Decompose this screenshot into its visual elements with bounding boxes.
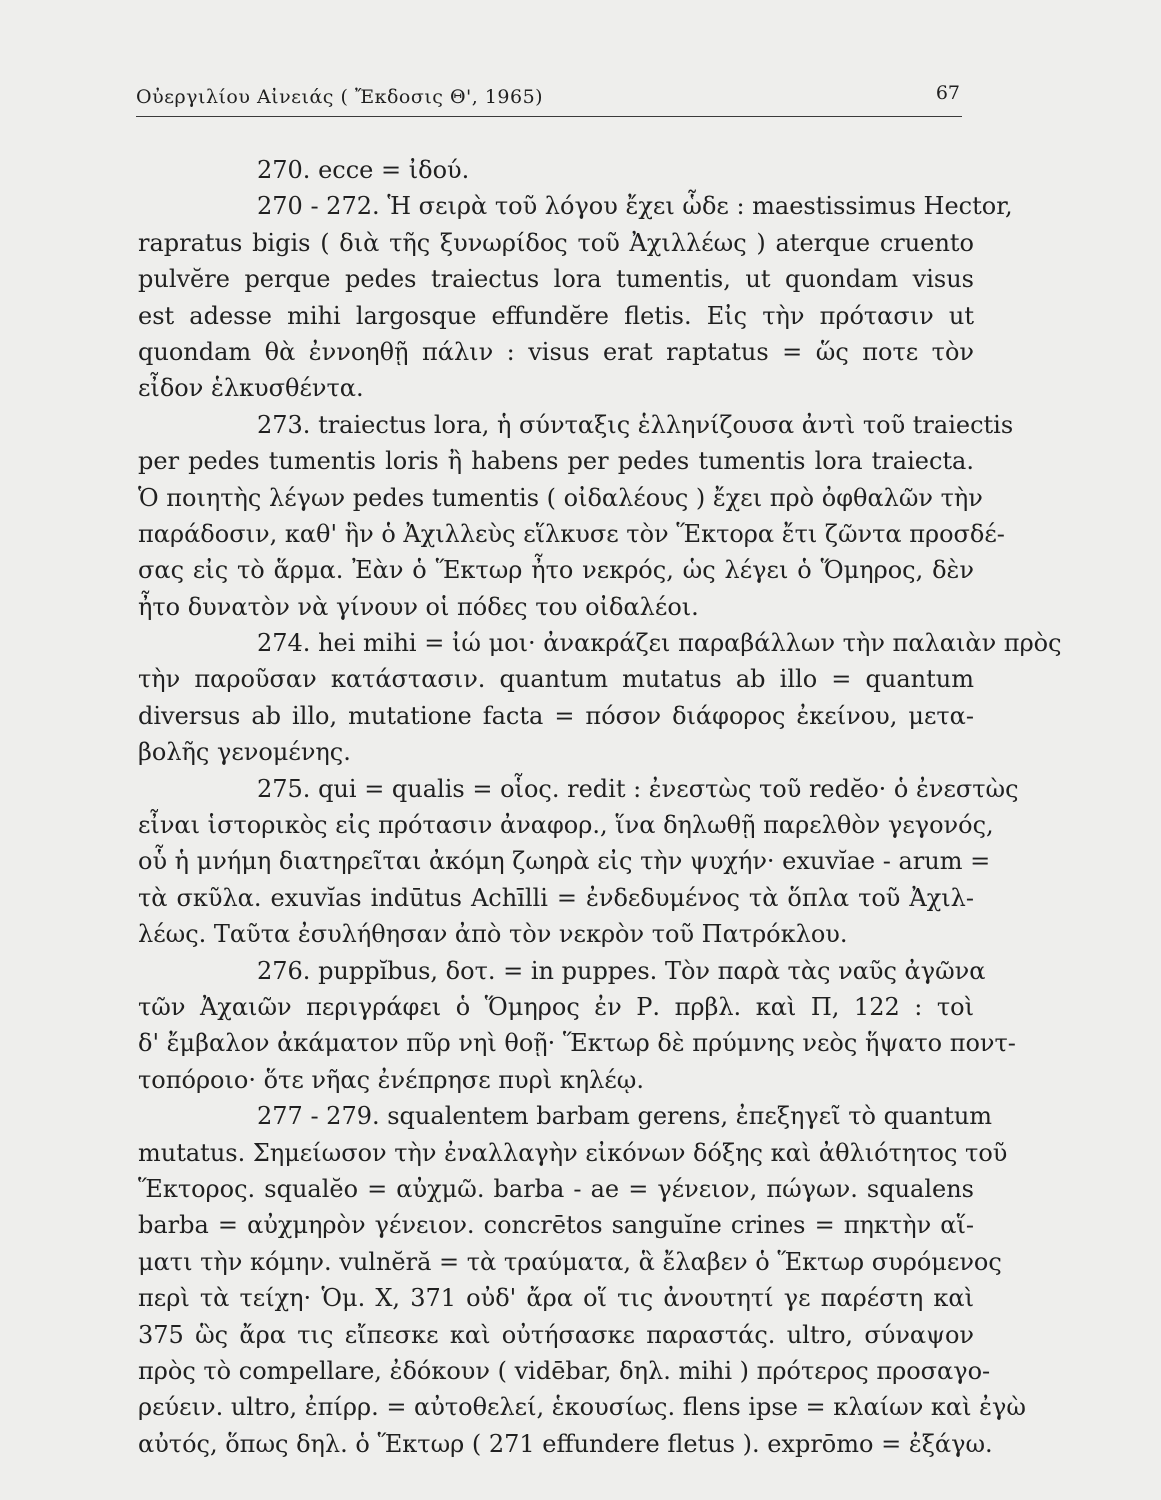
text-line: Ὁ ποιητὴς λέγων pedes tumentis ( οἰδαλέους ) ἔχει πρὸ ὀφθαλῶν τὴν (138, 483, 983, 512)
text-line: 270. ecce = ἰδού. (257, 156, 470, 184)
text-line: barba = αὐχμηρὸν γένειον. concrētos sanguĭne crines = πηκτὴν αἵ- (138, 1211, 974, 1240)
text-line: 274. hei mihi = ἰώ μοι· ἀνακράζει παραβάλλων τὴν παλαιὰν πρὸς (257, 629, 1062, 658)
page-number: 67 (935, 82, 960, 104)
text-line: πρὸς τὸ compellare, ἐδόκουν ( vidēbar, δηλ. mihi ) πρότερος προσαγο- (138, 1356, 991, 1385)
text-line: τοπόροιο· ὅτε νῆας ἐνέπρησε πυρὶ κηλέῳ. (138, 1065, 645, 1094)
text-line: σας εἰς τὸ ἅρμα. Ἐὰν ὁ Ἕκτωρ ἦτο νεκρός, ὡς λέγει ὁ Ὅμηρος, δὲν (138, 556, 974, 585)
text-line: est adesse mihi largosque effundĕre fletis. Εἰς τὴν πρότασιν ut (138, 301, 974, 330)
text-line: 273. traiectus lora, ἡ σύνταξις ἑλληνίζουσα ἀντὶ τοῦ traiectis (257, 410, 1014, 439)
text-line: per pedes tumentis loris ἢ habens per pedes tumentis lora traiecta. (138, 447, 974, 476)
text-line: ἦτο δυνατὸν νὰ γίνουν οἱ πόδες του οἰδαλέοι. (138, 592, 699, 621)
text-line: 375 ὣς ἄρα τις εἴπεσκε καὶ οὐτήσασκε παραστάς. ultro, σύναψον (138, 1320, 974, 1349)
text-line: παράδοσιν, καθ' ἣν ὁ Ἀχιλλεὺς εἵλκυσε τὸν Ἕκτορα ἔτι ζῶντα προσδέ- (138, 519, 1005, 548)
text-line: ρεύειν. ultro, ἐπίρρ. = αὐτοθελεί, ἑκουσίως. flens ipse = κλαίων καὶ ἐγὼ (138, 1393, 1026, 1422)
text-line: diversus ab illo, mutatione facta = πόσον διάφορος ἐκείνου, μετα- (138, 701, 974, 730)
text-line: mutatus. Σημείωσον τὴν ἐναλλαγὴν εἰκόνων δόξης καὶ ἀθλιότητος τοῦ (138, 1138, 1008, 1167)
text-line: ματι τὴν κόμην. vulnĕră = τὰ τραύματα, ἃ ἔλαβεν ὁ Ἕκτωρ συρόμενος (138, 1247, 1002, 1276)
text-line: rapratus bigis ( διὰ τῆς ξυνωρίδος τοῦ Ἀχιλλέως ) aterque cruento (138, 228, 974, 257)
text-line: βολῆς γενομένης. (138, 738, 351, 767)
text-line: Ἕκτορος. squalĕo = αὐχμῶ. barba - ae = γένειον, πώγων. squalens (138, 1174, 974, 1203)
running-title: Οὐεργιλίου Αἰνειάς ( Ἔκδοσις Θ', 1965) (136, 86, 544, 108)
text-line: quondam θὰ ἐννοηθῇ πάλιν : visus erat raptatus = ὥς ποτε τὸν (138, 337, 974, 366)
text-line: αὐτός, ὅπως δηλ. ὁ Ἕκτωρ ( 271 effundere fletus ). exprōmo = ἐξάγω. (138, 1429, 993, 1458)
running-head (136, 82, 962, 117)
text-line: pulvĕre perque pedes traiectus lora tumentis, ut quondam visus (138, 265, 974, 294)
text-line: τῶν Ἀχαιῶν περιγράφει ὁ Ὅμηρος ἐν Ρ. πρβλ. καὶ Π, 122 : τοὶ (138, 992, 974, 1021)
text-line: οὗ ἡ μνήμη διατηρεῖται ἀκόμη ζωηρὰ εἰς τὴν ψυχήν· exuvĭae - arum = (138, 847, 991, 876)
text-line: τὴν παροῦσαν κατάστασιν. quantum mutatus ab illo = quantum (138, 665, 974, 694)
text-line: περὶ τὰ τείχη· Ὁμ. Χ, 371 οὐδ' ἄρα οἵ τις ἀνουτητί γε παρέστη καὶ (138, 1284, 974, 1313)
text-line: λέως. Ταῦτα ἐσυλήθησαν ἀπὸ τὸν νεκρὸν τοῦ Πατρόκλου. (138, 920, 848, 949)
commentary-text (138, 152, 1062, 1462)
text-line: 277 - 279. squalentem barbam gerens, ἐπεξηγεῖ τὸ quantum (257, 1102, 993, 1131)
text-line: 270 - 272. Ἡ σειρὰ τοῦ λόγου ἔχει ὧδε : maestissimus Hector, (257, 192, 1013, 221)
text-line: εἶδον ἑλκυσθέντα. (138, 374, 364, 403)
text-line: τὰ σκῦλα. exuvĭas indūtus Achīlli = ἐνδεδυμένος τὰ ὅπλα τοῦ Ἀχιλ- (138, 883, 974, 912)
text-line: εἶναι ἱστορικὸς εἰς πρότασιν ἀναφορ., ἵνα δηλωθῇ παρελθὸν γεγονός, (138, 811, 994, 840)
text-line: 275. qui = qualis = οἷος. redit : ἐνεστὼς τοῦ redĕo· ὁ ἐνεστὼς (257, 774, 1019, 803)
text-line: δ' ἔμβαλον ἀκάματον πῦρ νηὶ θοῇ· Ἕκτωρ δὲ πρύμνης νεὸς ἥψατο ποντ- (138, 1029, 1016, 1058)
text-line: 276. puppĭbus, δοτ. = in puppes. Τὸν παρὰ τὰς ναῦς ἀγῶνα (257, 956, 986, 985)
